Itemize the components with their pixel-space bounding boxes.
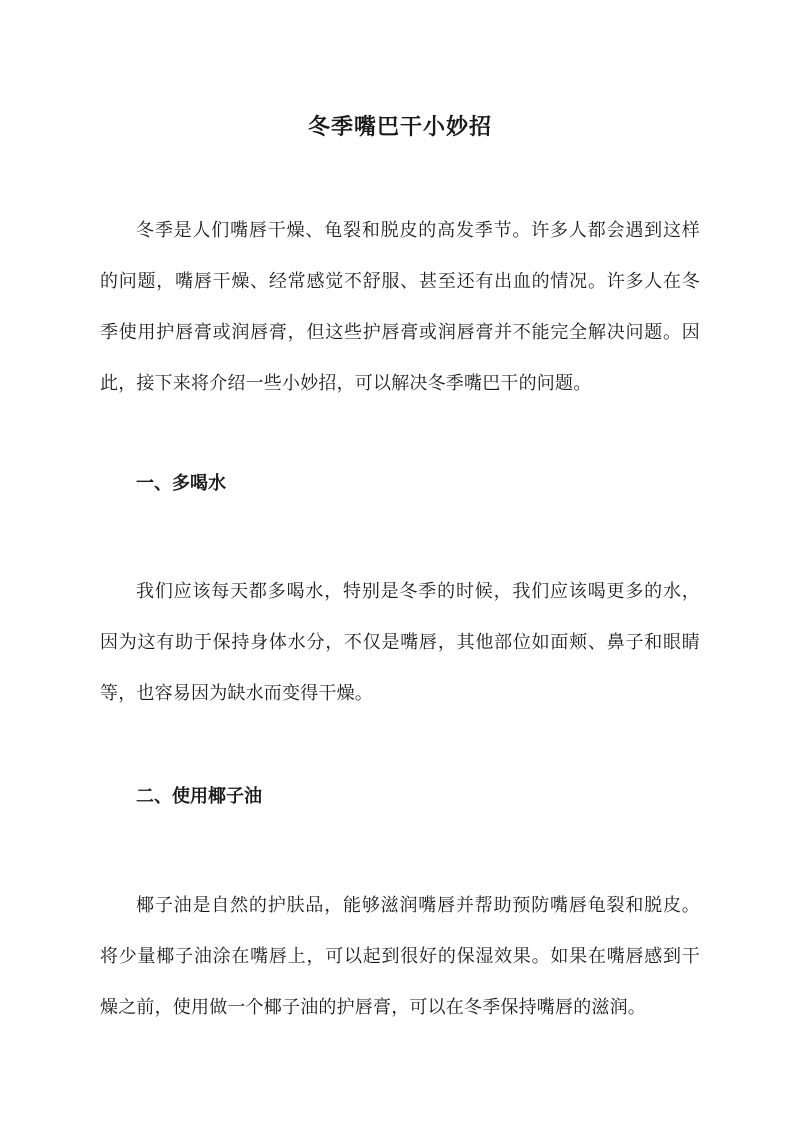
section-body-drink-water: 我们应该每天都多喝水，特别是冬季的时候，我们应该喝更多的水，因为这有助于保持身体水分，不仅是嘴唇，其他部位如面颊、鼻子和眼睛等，也容易因为缺水而变得干燥。 [100, 581, 700, 704]
intro-paragraph: 冬季是人们嘴唇干燥、龟裂和脱皮的高发季节。许多人都会遇到这样的问题，嘴唇干燥、经常感觉不舒服、甚至还有出血的情况。许多人在冬季使用护唇膏或润唇膏，但这些护唇膏或润唇膏并不能完全解决问题。因此，接下来将介绍一些小妙招，可以解决冬季嘴巴干的问题。 [100, 220, 700, 394]
document-title: 冬季嘴巴干小妙招 [307, 113, 492, 140]
section-heading-coconut-oil: 二、使用椰子油 [136, 786, 262, 807]
section-heading-drink-water: 一、多喝水 [136, 473, 226, 494]
section-body-coconut-oil: 椰子油是自然的护肤品，能够滋润嘴唇并帮助预防嘴唇龟裂和脱皮。将少量椰子油涂在嘴唇上，可以起到很好的保湿效果。如果在嘴唇感到干燥之前，使用做一个椰子油的护唇膏，可以在冬季保持嘴唇的滋润。 [100, 895, 700, 1018]
